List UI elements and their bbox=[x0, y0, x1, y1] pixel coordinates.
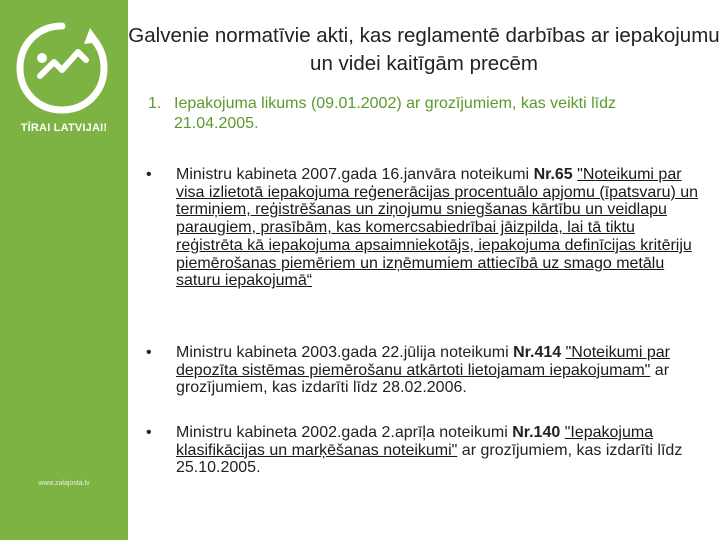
zala-josta-logo bbox=[10, 18, 114, 118]
regulation-link[interactable]: "Noteikumi par depozīta sistēmas piemērošanu atkārtoti lietojamam iepakojumam" bbox=[176, 344, 670, 379]
regulation-item bbox=[176, 344, 706, 397]
bullet-icon: • bbox=[146, 344, 152, 361]
item-text: Iepakojuma likums (09.01.2002) ar grozījumiem, kas veikti līdz 21.04.2005. bbox=[174, 95, 616, 132]
regulation-prefix: Ministru kabineta 2003.gada 22.jūlija noteikumi bbox=[176, 344, 514, 361]
bullet-icon: • bbox=[146, 166, 152, 183]
regulation-prefix: Ministru kabineta 2002.gada 2.aprīļa noteikumi bbox=[176, 424, 513, 441]
regulation-suffix: ar grozījumiem, kas izdarīti līdz 25.10.2005. bbox=[176, 441, 683, 477]
regulation-number: Nr.414 bbox=[513, 344, 562, 361]
sidebar bbox=[0, 0, 128, 540]
slogan: TĪRAI LATVIJAI! bbox=[20, 122, 108, 134]
logo-text: ZAĻĀ JOSTA bbox=[34, 86, 90, 96]
regulation-number: Nr.140 bbox=[512, 424, 561, 441]
bullet-icon: • bbox=[146, 424, 152, 441]
regulation-item bbox=[176, 424, 706, 477]
website-label: www.zalajosta.lv bbox=[38, 480, 90, 487]
regulation-link[interactable]: "Iepakojuma klasifikācijas un marķēšanas noteikumi" bbox=[176, 424, 654, 459]
item-number: 1. bbox=[148, 95, 162, 112]
regulation-prefix: Ministru kabineta 2007.gada 16.janvāra noteikumi bbox=[176, 166, 534, 183]
regulation-item bbox=[176, 166, 706, 290]
regulation-link[interactable]: "Noteikumi par visa izlietotā iepakojuma reģenerācijas procentuālo apjomu (īpatsvaru) un termiņiem, reģistrēšanas un ziņojumu sniegšanas kārtību un veidlapu paraugiem, prasībām, kas komercsabiedrībai jāizpilda, lai tā tiktu reģistrēta kā iepakojuma apsaimniekotājs, iepakojuma definīcijas kritēriju piemērošanas piemēriem un izņēmumiem attiecībā uz smago metālu saturu iepakojumā“ bbox=[176, 166, 699, 290]
regulation-number: Nr.65 bbox=[533, 166, 573, 183]
page-title: Galvenie normatīvie akti, kas reglamentē darbības ar iepakojumu un videi kaitīgām precēm bbox=[128, 24, 720, 75]
regulation-suffix: ar grozījumiem, kas izdarīti līdz 28.02.2006. bbox=[176, 361, 670, 397]
